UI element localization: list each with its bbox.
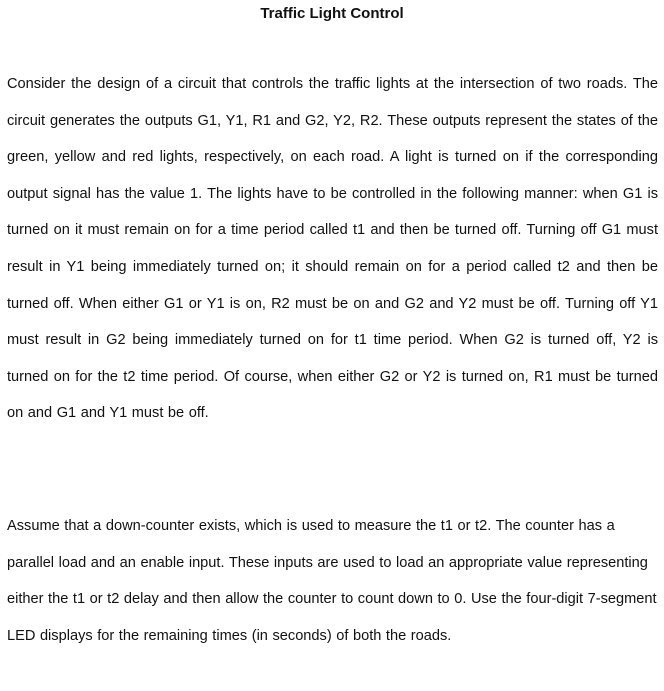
document-title: Traffic Light Control	[260, 5, 404, 22]
paragraph-traffic-light-description: Consider the design of a circuit that controls the traffic lights at the intersection of two roads. The circuit generates the outputs G1, Y1, R1 and G2, Y2, R2. These outputs represent the states of the green, yellow and red lights, respectively, on each road. A light is turned on if the corresponding output signal has the value 1. The lights have to be controlled in the following manner: when G1 is turned on it must remain on for a time period called t1 and then be turned off. Turning off G1 must result in Y1 being immediately turned on; it should remain on for a period called t2 and then be turned off. When either G1 or Y1 is on, R2 must be on and G2 and Y2 must be off. Turning off Y1 must result in G2 being immediately turned on for t1 time period. When G2 is turned off, Y2 is turned on for the t2 time period. Of course, when either G2 or Y2 is turned on, R1 must be turned on and G1 and Y1 must be off.	[7, 76, 658, 422]
paragraph-down-counter-description: Assume that a down-counter exists, which is used to measure the t1 or t2. The counter has a parallel load and an enable input. These inputs are used to load an appropriate value representing either the t1 or t2 delay and then allow the counter to count down to 0. Use the four-digit 7-segment LED displays for the remaining times (in seconds) of both the roads.	[7, 518, 657, 644]
